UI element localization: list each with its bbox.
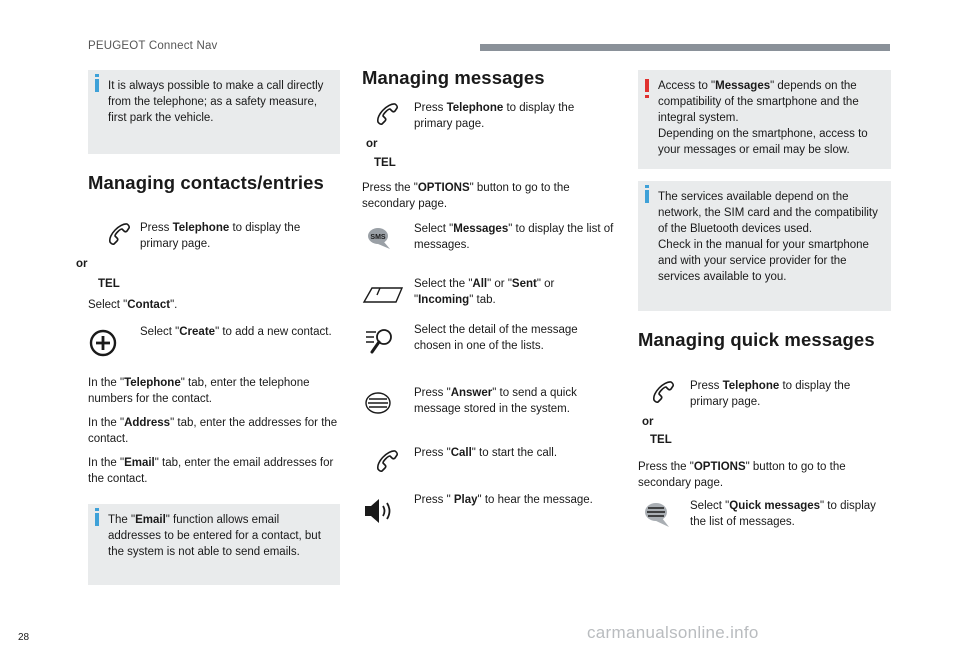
- message-lines-icon: [362, 389, 396, 419]
- or-label: or: [366, 138, 378, 150]
- info-note-email: [88, 504, 340, 585]
- warning-note-text: Access to "Messages" depends on the compatibility of the smartphone and the integral system.: [658, 80, 859, 124]
- step-text: Press "Answer" to send a quick message stored in the system.: [414, 387, 577, 415]
- plus-circle-icon: [88, 328, 122, 358]
- sms-bubble-icon: [362, 223, 396, 253]
- tel-label: TEL: [374, 157, 396, 169]
- info-note-services: [638, 181, 891, 311]
- step-press-telephone: [76, 220, 340, 290]
- speaker-play-icon: [362, 496, 396, 526]
- tel-label: TEL: [650, 434, 672, 446]
- heading-managing-contacts: Managing contacts/entries: [88, 172, 324, 193]
- sms-label: SMS: [370, 234, 386, 241]
- step-select-detail: [362, 322, 618, 362]
- step-text: Press Telephone to display the primary page.: [140, 222, 301, 250]
- step-text: Press Telephone to display the primary page.: [690, 380, 851, 408]
- email-tab-text: In the "Email" tab, enter the email addresses for the contact.: [88, 457, 334, 485]
- page-number: 28: [18, 632, 30, 643]
- step-text: Select the detail of the message chosen in one of the lists.: [414, 324, 578, 352]
- step-text: Select "Quick messages" to display the list of messages.: [690, 500, 876, 528]
- step-text: Select the "All" or "Sent" or "Incoming" tab.: [414, 278, 555, 306]
- phone-handset-icon: [644, 378, 678, 408]
- step-messages: [362, 221, 618, 261]
- step-text: Select "Messages" to display the list of messages.: [414, 223, 614, 251]
- quick-message-bubble-icon: [642, 500, 676, 530]
- step-quick-messages: [638, 498, 891, 538]
- or-label: or: [76, 258, 88, 270]
- watermark: carmanualsonline.info: [587, 623, 759, 642]
- or-label: or: [642, 416, 654, 428]
- info-icon: [95, 513, 99, 526]
- tel-label: TEL: [98, 278, 120, 290]
- step-text: Select "Create" to add a new contact.: [140, 326, 332, 338]
- phone-handset-icon: [368, 447, 402, 477]
- info-icon: [95, 79, 99, 92]
- info-icon: [645, 190, 649, 203]
- tabs-outline-icon: [362, 280, 406, 310]
- warning-note-messages: [638, 70, 891, 169]
- info-note-text-2: Check in the manual for your smartphone and with your service provider for the services available to you.: [658, 239, 869, 283]
- warning-note-text-2: Depending on the smartphone, access to your messages or email may be slow.: [658, 128, 868, 156]
- step-call: [362, 445, 618, 481]
- header-title: PEUGEOT Connect Nav: [88, 40, 218, 52]
- info-note-text: The "Email" function allows email addresses to be entered for a contact, but the system is not able to send emails.: [108, 514, 321, 558]
- phone-handset-icon: [368, 100, 402, 130]
- step-press-telephone: [362, 100, 618, 170]
- options-text: Press the "OPTIONS" button to go to the secondary page.: [638, 461, 846, 489]
- info-note-text: It is always possible to make a call directly from the telephone; as a safety measure, first park the vehicle.: [108, 80, 324, 124]
- step-play: [362, 492, 618, 532]
- step-select-tab: [362, 276, 618, 316]
- step-answer: [362, 385, 618, 425]
- select-contact-text: Select "Contact".: [88, 299, 178, 311]
- info-note-call-safety: [88, 70, 340, 154]
- address-tab-text: In the "Address" tab, enter the addresses for the contact.: [88, 417, 338, 445]
- step-create: [88, 324, 340, 364]
- header-bar: [480, 44, 890, 51]
- heading-managing-quick-messages: Managing quick messages: [638, 329, 875, 350]
- step-text: Press "Call" to start the call.: [414, 447, 558, 459]
- heading-managing-messages: Managing messages: [362, 67, 545, 88]
- options-text: Press the "OPTIONS" button to go to the secondary page.: [362, 182, 570, 210]
- info-note-text: The services available depend on the network, the SIM card and the compatibility of the Bluetooth devices used.: [658, 191, 878, 235]
- step-text: Press Telephone to display the primary page.: [414, 102, 575, 130]
- step-press-telephone: [638, 378, 891, 448]
- step-text: Press " Play" to hear the message.: [414, 494, 593, 506]
- warning-icon: [645, 79, 649, 92]
- telephone-tab-text: In the "Telephone" tab, enter the telephone numbers for the contact.: [88, 377, 310, 405]
- phone-handset-icon: [100, 220, 134, 250]
- search-detail-icon: [362, 324, 396, 354]
